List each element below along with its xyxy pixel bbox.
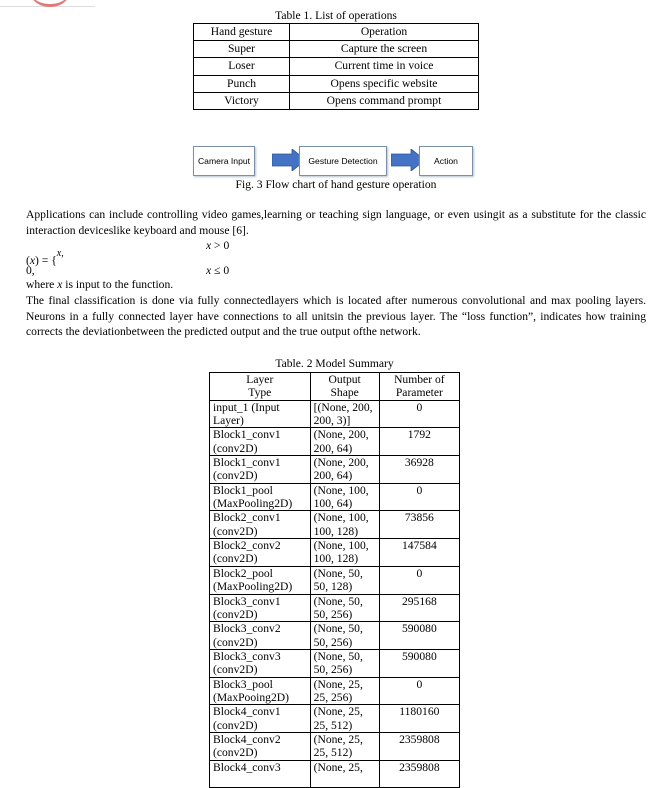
operation-cell: Opens specific website [290,75,479,92]
output-shape-text: (None, 50, [313,594,363,608]
output-shape-cell [310,732,379,760]
table-row [210,705,460,733]
output-shape-text: 50, 128) [313,580,353,594]
operations-table [193,23,479,110]
table-row [194,92,479,109]
layer-type-text: (MaxPooling2D) [213,497,293,511]
gesture-cell: Loser [194,58,290,75]
table-row [210,456,460,484]
output-shape-text: (None, 50, [313,649,363,663]
flow-box-action: Action [419,146,473,176]
output-shape-text: 100, 128) [313,524,359,538]
table1-header-cell: Operation [290,24,479,41]
layer-type-text: (conv2D) [213,607,258,621]
table-row [210,566,460,594]
formula-case-2: 0, [26,264,35,277]
table2-header-cell [379,373,459,401]
header-text: Layer [246,373,274,386]
table-row [210,400,460,428]
parameter-count-cell: 0 [379,566,459,594]
table-row [210,677,460,705]
layer-type-text: Block1_conv1 [213,428,281,442]
formula-condition-2: x ≤ 0 [206,264,230,277]
layer-type-cell [210,456,311,484]
layer-type-text: Block4_conv1 [213,705,281,719]
output-shape-text: 200, 64) [313,441,353,455]
layer-type-cell [210,677,311,705]
layer-type-cell [210,483,311,511]
table2-header-row [210,373,460,401]
output-shape-cell [310,566,379,594]
output-shape-cell [310,649,379,677]
layer-type-cell [210,428,311,456]
model-summary-table [209,372,460,788]
para2-line1: The final classification is done via fully connectedlayers which is located after numerous convolutional and max pooling layers. [26,294,646,307]
layer-type-text [213,774,310,787]
table2-header-cell [310,373,379,401]
table2-header-cell [210,373,311,401]
where-line: where x is input to the function. [26,278,174,291]
parameter-count-cell: 147584 [379,539,459,567]
output-shape-text: (None, 50, [313,566,363,580]
output-shape-text: (None, 100, [313,539,369,553]
layer-type-cell [210,649,311,677]
para1-line2: interaction deviceslike keyboard and mouse [6]. [26,223,249,237]
para2-line2: Neurons in a fully connected layer have connections to all unitsin the previous layer. The “loss function”, indicates how training [26,309,646,323]
layer-type-text: Block1_conv1 [213,456,281,470]
output-shape-text: 50, 256) [313,607,353,621]
header-text: Parameter [395,386,443,400]
table-row [210,539,460,567]
layer-type-text: Block3_conv2 [213,622,281,636]
parameter-count-cell: 0 [379,483,459,511]
output-shape-text: (None, 200, [313,428,369,442]
paragraph-applications [26,207,646,238]
output-shape-text: 50, 256) [313,663,353,677]
layer-type-cell [210,760,311,788]
parameter-count-cell: 1792 [379,428,459,456]
gesture-cell: Super [194,41,290,58]
parameter-count-cell: 1180160 [379,705,459,733]
layer-type-text: (MaxPooling2D) [213,580,293,594]
output-shape-text: 100, 128) [313,552,359,566]
output-shape-text: 25, 256) [313,690,353,704]
header-text: Output [328,373,361,386]
output-shape-text: (None, 200, [313,456,369,470]
flow-box-camera-input: Camera Input [193,146,255,176]
parameter-count-cell: 295168 [379,594,459,622]
layer-type-cell [210,511,311,539]
parameter-count-cell: 36928 [379,456,459,484]
output-shape-text: (None, 25, [313,760,363,774]
output-shape-text: 200, 3)] [313,414,351,428]
parameter-count-cell: 2359808 [379,760,459,788]
table2-caption: Table. 2 Model Summary [275,357,394,370]
table-row [210,622,460,650]
output-shape-cell [310,456,379,484]
output-shape-text: (None, 25, [313,705,363,719]
layer-type-text: (conv2D) [213,718,258,732]
output-shape-text: 25, 512) [313,746,353,760]
operation-cell: Current time in voice [290,58,479,75]
output-shape-cell [310,400,379,428]
figure3-caption: Fig. 3 Flow chart of hand gesture operation [235,178,437,191]
table-row [194,58,479,75]
layer-type-cell [210,622,311,650]
paragraph-classification [26,293,646,340]
layer-type-text: (conv2D) [213,469,258,483]
layer-type-cell [210,566,311,594]
layer-type-text: (conv2D) [213,552,258,566]
output-shape-cell [310,760,379,788]
table-row [210,594,460,622]
layer-type-text: (conv2D) [213,746,258,760]
layer-type-text: (conv2D) [213,441,258,455]
output-shape-text: (None, 25, [313,677,363,691]
layer-type-text: Block1_pool [213,483,273,497]
layer-type-text: (conv2D) [213,635,258,649]
layer-type-text: Block3_conv3 [213,649,281,663]
table1-caption: Table 1. List of operations [275,9,397,22]
formula-lhs: (x) = {$^{x,}$ [26,248,64,267]
output-shape-text: [(None, 200, [313,400,373,414]
gesture-cell: Victory [194,92,290,109]
para1-line1: Applications can include controlling video games,learning or teaching sign language, or even usingit as a substitute for the classic [26,208,646,221]
output-shape-cell [310,428,379,456]
parameter-count-cell: 2359808 [379,732,459,760]
gesture-cell: Punch [194,75,290,92]
output-shape-text: (None, 25, [313,732,363,746]
layer-type-cell [210,594,311,622]
table-row [210,483,460,511]
layer-type-text: Block3_conv1 [213,594,281,608]
layer-type-text: Block4_conv3 [213,760,281,774]
parameter-count-cell: 73856 [379,511,459,539]
table-row [210,511,460,539]
parameter-count-cell: 0 [379,400,459,428]
parameter-count-cell: 590080 [379,649,459,677]
layer-type-text: (MaxPooing2D) [213,690,289,704]
layer-type-cell [210,539,311,567]
table-row [210,760,460,788]
output-shape-cell [310,622,379,650]
table1-header-row [194,24,479,41]
output-shape-text: 25, 512) [313,718,353,732]
operation-cell: Capture the screen [290,41,479,58]
output-shape-text: (None, 50, [313,622,363,636]
layer-type-text: Block2_conv2 [213,539,281,553]
table-row [210,428,460,456]
output-shape-text: (None, 100, [313,511,369,525]
output-shape-text: (None, 100, [313,483,369,497]
flow-box-gesture-detection: Gesture Detection [299,146,387,176]
formula-condition-1: x > 0 [206,239,230,252]
layer-type-cell [210,400,311,428]
table-row [210,732,460,760]
header-text: Shape [330,386,359,400]
output-shape-text: 200, 64) [313,469,353,483]
table1-header-cell: Hand gesture [194,24,290,41]
layer-type-text: Block4_conv2 [213,732,281,746]
layer-type-cell [210,705,311,733]
table-row [194,75,479,92]
parameter-count-cell: 0 [379,677,459,705]
output-shape-text: 50, 256) [313,635,353,649]
operation-cell: Opens command prompt [290,92,479,109]
header-logo-fragment [0,0,95,7]
output-shape-cell [310,511,379,539]
output-shape-cell [310,705,379,733]
output-shape-cell [310,483,379,511]
layer-type-text: Block3_pool [213,677,273,691]
output-shape-text [314,774,379,787]
table-row [210,649,460,677]
layer-type-text: (conv2D) [213,663,258,677]
output-shape-cell [310,594,379,622]
header-text: Type [248,386,272,400]
header-text: Number of [394,373,445,386]
output-shape-cell [310,677,379,705]
layer-type-text: Block2_conv1 [213,511,281,525]
layer-type-text: Block2_pool [213,566,273,580]
layer-type-text: (conv2D) [213,524,258,538]
output-shape-text: 100, 64) [313,497,353,511]
output-shape-cell [310,539,379,567]
layer-type-cell [210,732,311,760]
layer-type-text: input_1 (Input [213,400,280,414]
parameter-count-cell: 590080 [379,622,459,650]
layer-type-text: Layer) [213,414,244,428]
para2-line3: corrects the deviationbetween the predicted output and the true output ofthe network. [26,325,421,338]
table-row [194,41,479,58]
